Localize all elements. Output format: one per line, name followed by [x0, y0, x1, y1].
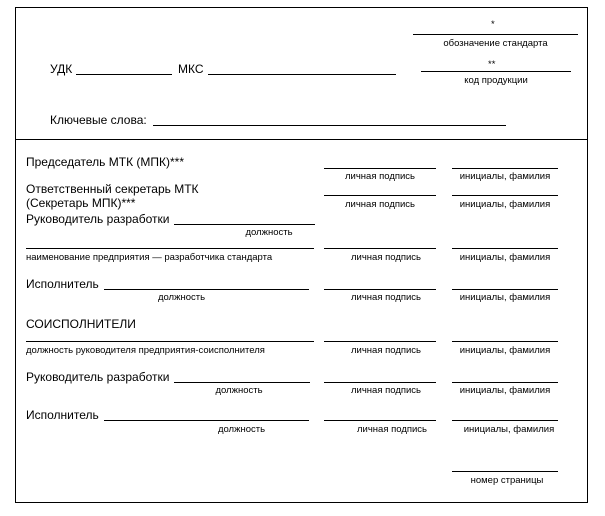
coexec-head-position-line[interactable] — [26, 341, 314, 342]
coexec-dev-head-signature-line[interactable] — [324, 382, 436, 383]
section-divider — [15, 139, 588, 140]
footnote-mark-2: ** — [488, 59, 496, 70]
executor-label: Исполнитель — [26, 277, 99, 291]
dev-head-signature-line[interactable] — [324, 248, 436, 249]
page-number-caption: номер страницы — [470, 475, 544, 486]
chairman-name-caption: инициалы, фамилия — [459, 171, 551, 182]
coexec-executor-signature-line[interactable] — [324, 420, 436, 421]
chairman-label: Председатель МТК (МПК)*** — [26, 155, 185, 169]
executor-name-line[interactable] — [452, 289, 558, 290]
coexec-head-name-caption: инициалы, фамилия — [459, 345, 551, 356]
dev-head-label: Руководитель разработки — [26, 212, 170, 226]
executor-signature-line[interactable] — [324, 289, 436, 290]
secretary-label-line1: Ответственный секретарь МТК — [26, 182, 199, 196]
executor-signature-caption: личная подпись — [350, 292, 422, 303]
dev-head-name-line[interactable] — [452, 248, 558, 249]
udk-field[interactable] — [76, 74, 172, 75]
secretary-signature-caption: личная подпись — [344, 199, 416, 210]
product-code-line[interactable] — [421, 71, 571, 72]
standard-designation-line[interactable] — [413, 34, 578, 35]
coexec-head-signature-line[interactable] — [324, 341, 436, 342]
enterprise-name-caption: наименование предприятия — разработчика стандарта — [26, 252, 273, 263]
coexec-executor-position-caption: должность — [217, 424, 266, 435]
standard-designation-caption: обозначение стандарта — [443, 38, 548, 49]
chairman-name-line[interactable] — [452, 168, 558, 169]
product-code-caption: код продукции — [464, 75, 528, 86]
coexec-dev-head-label: Руководитель разработки — [26, 370, 170, 384]
coexec-executor-name-caption: инициалы, фамилия — [463, 424, 555, 435]
dev-head-position-line[interactable] — [174, 224, 315, 225]
coexec-dev-head-signature-caption: личная подпись — [350, 385, 422, 396]
chairman-signature-caption: личная подпись — [344, 171, 416, 182]
secretary-label-line2: (Секретарь МПК)*** — [26, 196, 136, 210]
udk-label: УДК — [50, 62, 73, 76]
coexec-head-name-line[interactable] — [452, 341, 558, 342]
coexec-dev-head-name-line[interactable] — [452, 382, 558, 383]
dev-head-name-caption: инициалы, фамилия — [459, 252, 551, 263]
coexec-executor-signature-caption: личная подпись — [356, 424, 428, 435]
coexec-head-position-caption: должность руководителя предприятия-соисполнителя — [26, 345, 265, 356]
page-number-line[interactable] — [452, 471, 558, 472]
coexec-dev-head-position-caption: должность — [215, 385, 263, 396]
mks-field[interactable] — [208, 74, 396, 75]
mks-label: МКС — [178, 62, 204, 76]
enterprise-name-line[interactable] — [26, 248, 314, 249]
coexec-dev-head-position-line[interactable] — [174, 382, 310, 383]
secretary-name-line[interactable] — [452, 195, 558, 196]
executor-position-line[interactable] — [104, 289, 309, 290]
coexec-executor-label: Исполнитель — [26, 408, 99, 422]
coexec-executor-position-line[interactable] — [104, 420, 309, 421]
executor-name-caption: инициалы, фамилия — [459, 292, 551, 303]
chairman-signature-line[interactable] — [324, 168, 436, 169]
secretary-name-caption: инициалы, фамилия — [459, 199, 551, 210]
coexec-dev-head-name-caption: инициалы, фамилия — [459, 385, 551, 396]
executor-position-caption: должность — [157, 292, 206, 303]
coexec-executor-name-line[interactable] — [452, 420, 558, 421]
keywords-field[interactable] — [153, 125, 506, 126]
footnote-mark-1: * — [491, 19, 495, 30]
dev-head-signature-caption: личная подпись — [350, 252, 422, 263]
coexec-head-signature-caption: личная подпись — [350, 345, 422, 356]
secretary-signature-line[interactable] — [324, 195, 436, 196]
dev-head-position-caption: должность — [245, 227, 293, 238]
keywords-label: Ключевые слова: — [50, 113, 147, 127]
coexecutors-heading: СОИСПОЛНИТЕЛИ — [26, 317, 136, 331]
